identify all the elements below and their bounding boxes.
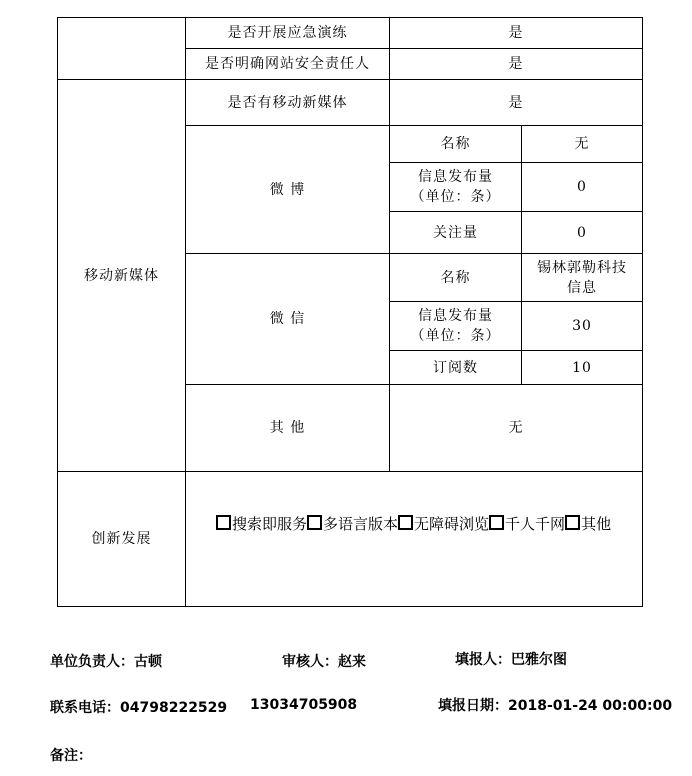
option-label: 多语言版本 — [323, 515, 399, 533]
other-value: 无 — [390, 385, 643, 472]
contact-phone: 联系电话：04798222529 — [50, 700, 228, 716]
weibo-posts-label — [390, 163, 522, 212]
remark: 备注： — [50, 748, 92, 764]
fill-date: 填报日期：2018-01-24 00:00:00 — [438, 698, 673, 714]
unit-head: 单位负责人：古顿 — [50, 654, 162, 670]
wechat-sub-value: 10 — [522, 351, 643, 385]
wechat-posts-label-line1: 信息发布量 — [418, 308, 493, 324]
has-mobile-value: 是 — [390, 80, 643, 126]
checkbox-multilingual[interactable] — [307, 515, 398, 533]
checkbox-icon — [489, 515, 504, 530]
mobile-section-label: 移动新媒体 — [58, 80, 186, 472]
drill-label: 是否开展应急演练 — [186, 18, 390, 49]
wechat-label: 微 信 — [186, 254, 390, 385]
weibo-label: 微 博 — [186, 126, 390, 254]
security-label: 是否明确网站安全责任人 — [186, 49, 390, 80]
weibo-posts-label-line1: 信息发布量 — [418, 169, 493, 185]
wechat-name-value-line1: 锡林郭勒科技 — [537, 259, 627, 276]
has-mobile-label: 是否有移动新媒体 — [186, 80, 390, 126]
checkbox-search-service[interactable] — [216, 515, 307, 533]
wechat-name-value-line2: 信息 — [567, 279, 597, 296]
checkbox-icon — [398, 515, 413, 530]
drill-value: 是 — [390, 18, 643, 49]
wechat-posts-label-line2: （单位：条） — [410, 328, 501, 344]
wechat-posts-label — [390, 302, 522, 351]
checkbox-personalized[interactable] — [489, 515, 565, 533]
filler: 填报人：巴雅尔图 — [455, 652, 567, 668]
security-value: 是 — [390, 49, 643, 80]
wechat-name-value — [522, 254, 643, 302]
other-label: 其 他 — [186, 385, 390, 472]
option-label: 搜索即服务 — [232, 515, 308, 533]
weibo-name-label: 名称 — [390, 126, 522, 163]
option-label: 其他 — [581, 515, 612, 533]
option-label: 无障碍浏览 — [414, 515, 490, 533]
weibo-posts-value: 0 — [522, 163, 643, 212]
contact-phone-2: 13034705908 — [250, 697, 358, 713]
blank-section-cell — [58, 18, 186, 80]
option-label: 千人千网 — [505, 515, 566, 533]
innovation-label: 创新发展 — [58, 472, 186, 607]
checkbox-accessibility[interactable] — [398, 515, 489, 533]
innovation-options — [186, 472, 643, 607]
wechat-posts-value: 30 — [522, 302, 643, 351]
checkbox-other[interactable] — [565, 515, 611, 533]
weibo-posts-label-line2: （单位：条） — [410, 189, 501, 205]
checkbox-icon — [565, 515, 580, 530]
weibo-follow-value: 0 — [522, 212, 643, 254]
checkbox-icon — [216, 515, 231, 530]
checkbox-icon — [307, 515, 322, 530]
reviewer: 审核人：赵来 — [282, 654, 366, 670]
wechat-name-label: 名称 — [390, 254, 522, 302]
weibo-follow-label: 关注量 — [390, 212, 522, 254]
weibo-name-value: 无 — [522, 126, 643, 163]
report-table — [57, 17, 643, 607]
wechat-sub-label: 订阅数 — [390, 351, 522, 385]
